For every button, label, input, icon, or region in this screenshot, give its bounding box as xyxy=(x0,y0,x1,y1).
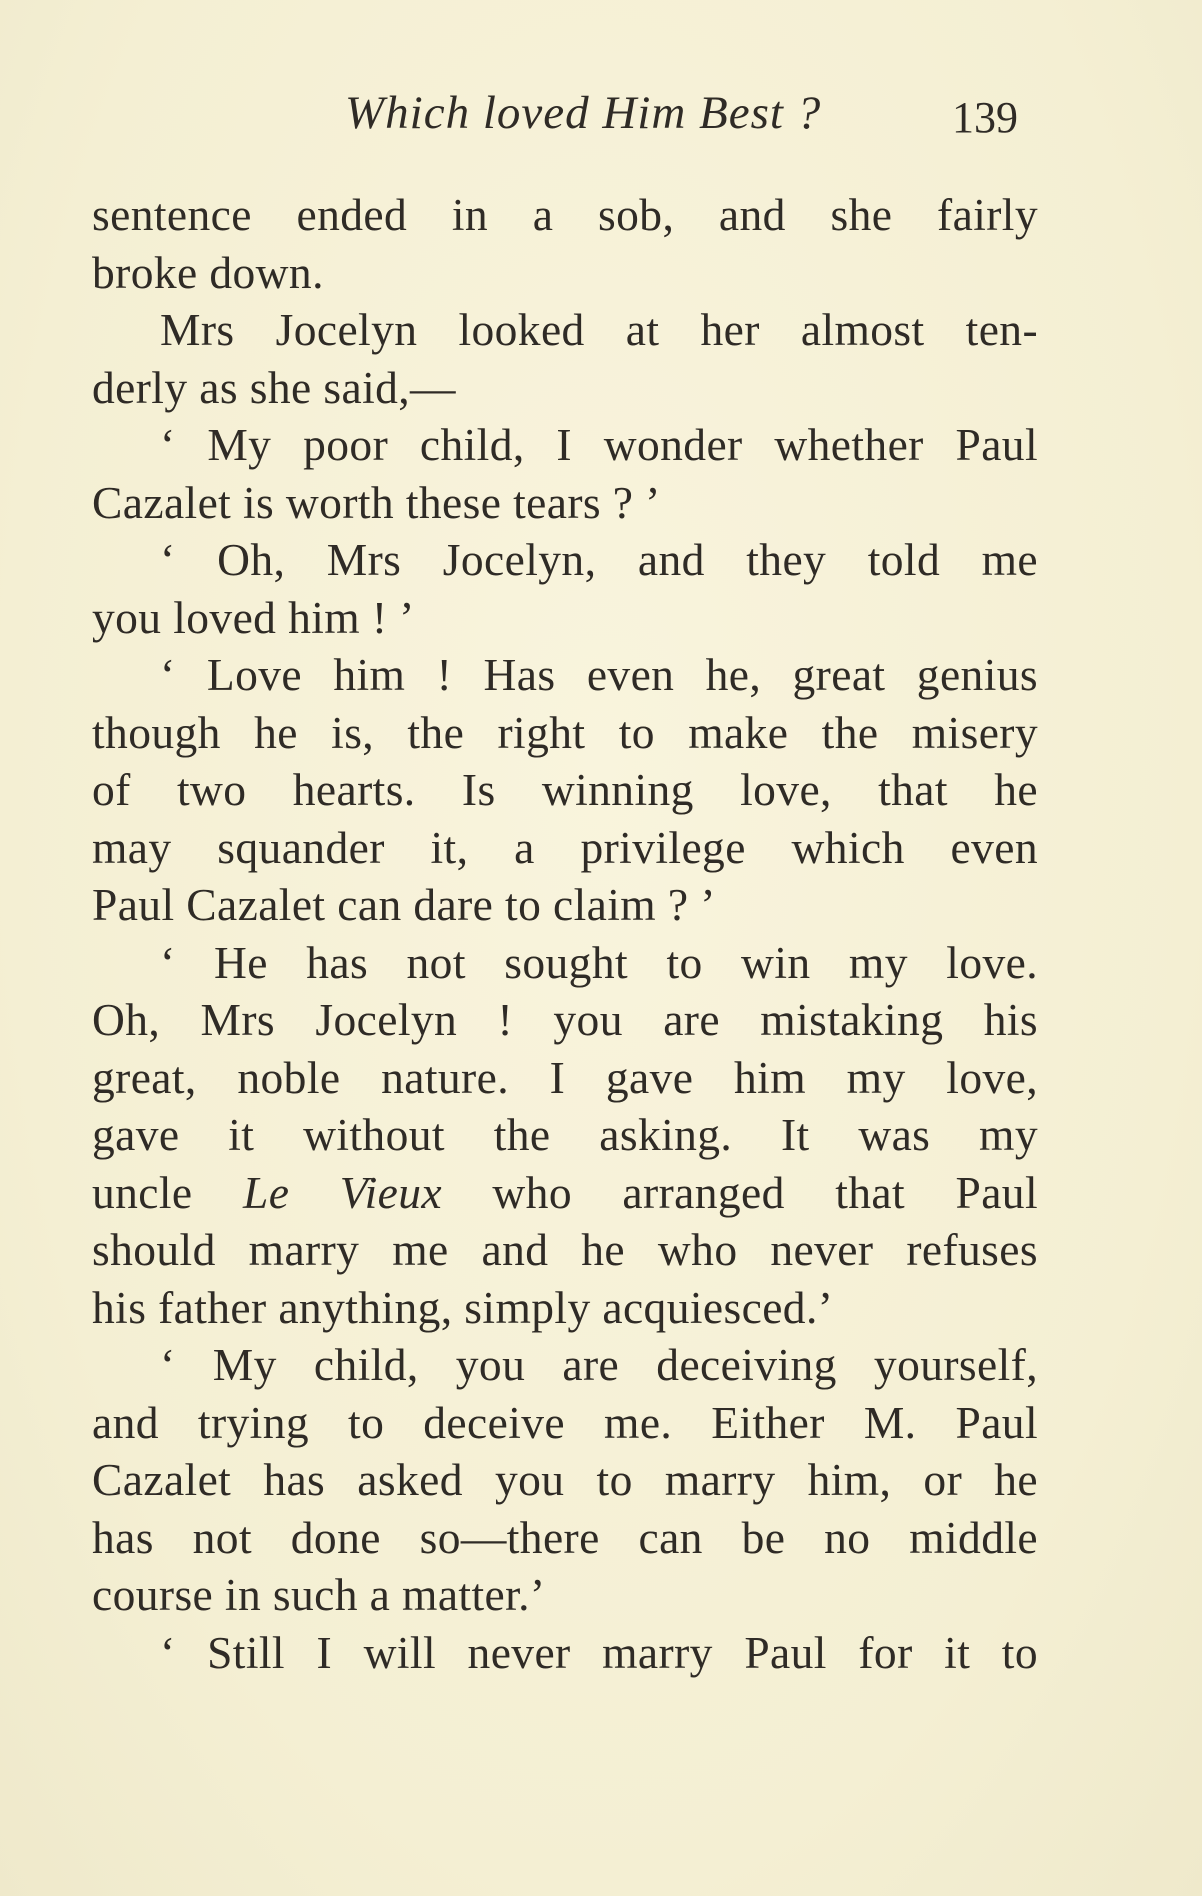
text-line: you loved him ! ’ xyxy=(92,591,415,643)
text-line: should marry me and he who never refuses xyxy=(92,1224,1038,1275)
text-line: ‘ Still I will never marry Paul for it to xyxy=(160,1626,1038,1678)
page-number: 139 xyxy=(952,93,1018,142)
text-line: sentence ended in a sob, and she fairly xyxy=(92,189,1038,240)
text-line: Mrs Jocelyn looked at her almost ten- xyxy=(160,304,1038,355)
running-title: Which loved Him Best ? xyxy=(345,87,822,139)
text-line: though he is, the right to make the misery xyxy=(92,706,1038,758)
text-line: great, noble nature. I gave him my love, xyxy=(92,1051,1038,1103)
text-line: gave it without the asking. It was my xyxy=(92,1109,1038,1160)
text-line: derly as she said,— xyxy=(92,361,456,413)
text-line: has not done so—there can be no middle xyxy=(92,1511,1038,1563)
text-line: broke down. xyxy=(92,246,324,298)
text-line: ‘ My poor child, I wonder whether Paul xyxy=(160,419,1038,470)
text-line: his father anything, simply acquiesced.’ xyxy=(92,1281,834,1333)
text-line: ‘ Oh, Mrs Jocelyn, and they told me xyxy=(160,534,1038,585)
text-line: and trying to deceive me. Either M. Paul xyxy=(92,1396,1038,1448)
text-line: course in such a matter.’ xyxy=(92,1569,546,1620)
text-line: Cazalet is worth these tears ? ’ xyxy=(92,476,661,528)
text-line: Oh, Mrs Jocelyn ! you are mistaking his xyxy=(92,994,1038,1045)
body-text xyxy=(92,186,1038,1681)
text-line: ‘ Love him ! Has even he, great genius xyxy=(160,649,1038,700)
text-line xyxy=(92,1164,1038,1222)
text-segment: uncle xyxy=(92,1166,243,1218)
text-line: Paul Cazalet can dare to claim ? ’ xyxy=(92,879,716,930)
italic-phrase: Le Vieux xyxy=(243,1166,442,1218)
text-line: may squander it, a privilege which even xyxy=(92,821,1038,873)
text-line: of two hearts. Is winning love, that he xyxy=(92,764,1038,815)
text-segment: who arranged that Paul xyxy=(441,1166,1038,1218)
text-line: ‘ He has not sought to win my love. xyxy=(160,936,1038,988)
text-line: Cazalet has asked you to marry him, or he xyxy=(92,1454,1038,1505)
text-line: ‘ My child, you are deceiving yourself, xyxy=(160,1339,1038,1390)
running-head xyxy=(0,86,1202,156)
